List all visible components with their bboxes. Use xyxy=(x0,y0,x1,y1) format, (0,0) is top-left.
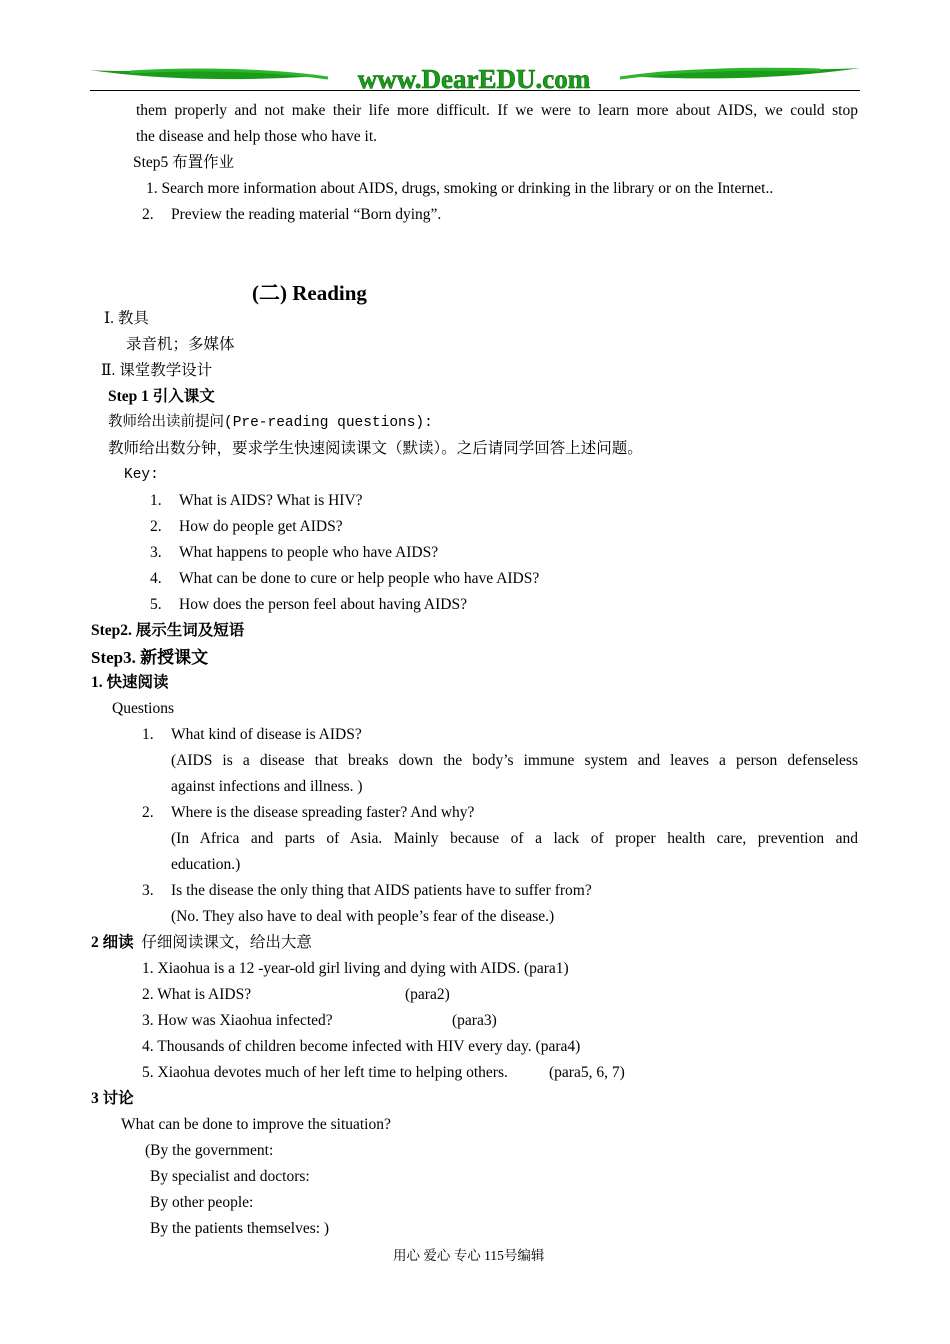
question-3: 3. Is the disease the only thing that AIDS patients have to suffer from? xyxy=(142,882,592,899)
answer-1-line-1: (AIDS is a disease that breaks down the body’s immune system and leaves a person defenseless xyxy=(171,752,858,769)
intro-line-1: them properly and not make their life more difficult. If we were to learn more about AIDS, we could stop xyxy=(136,102,858,119)
intro-line-2: the disease and help those who have it. xyxy=(136,128,378,145)
discussion-heading: 3 讨论 xyxy=(91,1090,134,1107)
list-item: 2. How do people get AIDS? xyxy=(150,518,343,535)
pre-reading-questions: 教师给出读前提问(Pre-reading questions): xyxy=(108,415,433,431)
teacher-instruction: 教师给出数分钟，要求学生快速阅读课文（默读）。之后请同学回答上述问题。 xyxy=(108,440,643,457)
page-footer: 用心 爱心 专心 115号编辑 xyxy=(393,1248,545,1263)
by-other-people: By other people: xyxy=(150,1194,254,1211)
by-specialists: By specialist and doctors: xyxy=(150,1168,310,1185)
fast-reading-heading: 1. 快速阅读 xyxy=(91,674,169,691)
list-item: 3. How was Xiaohua infected? (para3) xyxy=(142,1012,497,1029)
by-patients: By the patients themselves: ) xyxy=(150,1220,330,1237)
homework-item-2 xyxy=(142,205,441,225)
list-item: 4. Thousands of children become infected with HIV every day. (para4) xyxy=(142,1038,581,1055)
homework-item-2-number: 2. xyxy=(142,206,154,223)
detail-reading-heading: 2 细读 仔细阅读课文，给出大意 xyxy=(91,934,312,951)
section-title: (二) Reading xyxy=(252,281,367,305)
list-item: 1. Xiaohua is a 12 -year-old girl living and dying with AIDS. (para1) xyxy=(142,960,569,977)
question-2: 2. Where is the disease spreading faster? And why? xyxy=(142,804,475,821)
teaching-aids-heading: Ⅰ. 教具 xyxy=(104,310,149,327)
question-1: 1. What kind of disease is AIDS? xyxy=(142,726,362,743)
list-item: 3. What happens to people who have AIDS? xyxy=(150,544,439,561)
answer-1-line-2: against infections and illness. ) xyxy=(171,778,363,795)
homework-item-2-text: Preview the reading material “Born dying”. xyxy=(171,206,442,223)
step2-heading: Step2. 展示生词及短语 xyxy=(91,622,245,639)
answer-2-line-2: education.) xyxy=(171,856,241,873)
key-label: Key: xyxy=(124,467,159,483)
header-rule xyxy=(90,90,860,91)
classroom-design-heading: Ⅱ. 课堂教学设计 xyxy=(101,362,213,379)
questions-label: Questions xyxy=(112,700,174,717)
answer-2-line-1: (In Africa and parts of Asia. Mainly because of a lack of proper health care, prevention and xyxy=(171,830,858,847)
list-item: 4. What can be done to cure or help people who have AIDS? xyxy=(150,570,540,587)
list-item: 5. How does the person feel about having AIDS? xyxy=(150,596,467,613)
step3-heading: Step3. 新授课文 xyxy=(91,648,209,667)
homework-item-1: 1. Search more information about AIDS, drugs, smoking or drinking in the library or on the Internet.. xyxy=(146,180,774,197)
discussion-question: What can be done to improve the situation? xyxy=(121,1116,391,1133)
step1-heading: Step 1 引入课文 xyxy=(108,388,215,405)
by-government: (By the government: xyxy=(145,1142,274,1159)
step5-heading: Step5 布置作业 xyxy=(133,154,235,171)
list-item: 5. Xiaohua devotes much of her left time to helping others. (para5, 6, 7) xyxy=(142,1064,625,1081)
site-logo-text: www.DearEDU.com xyxy=(357,64,591,94)
list-item: 1. What is AIDS? What is HIV? xyxy=(150,492,363,509)
teaching-aids-body: 录音机；多媒体 xyxy=(126,336,235,353)
answer-3: (No. They also have to deal with people’s fear of the disease.) xyxy=(171,908,555,925)
list-item: 2. What is AIDS? (para2) xyxy=(142,986,450,1003)
